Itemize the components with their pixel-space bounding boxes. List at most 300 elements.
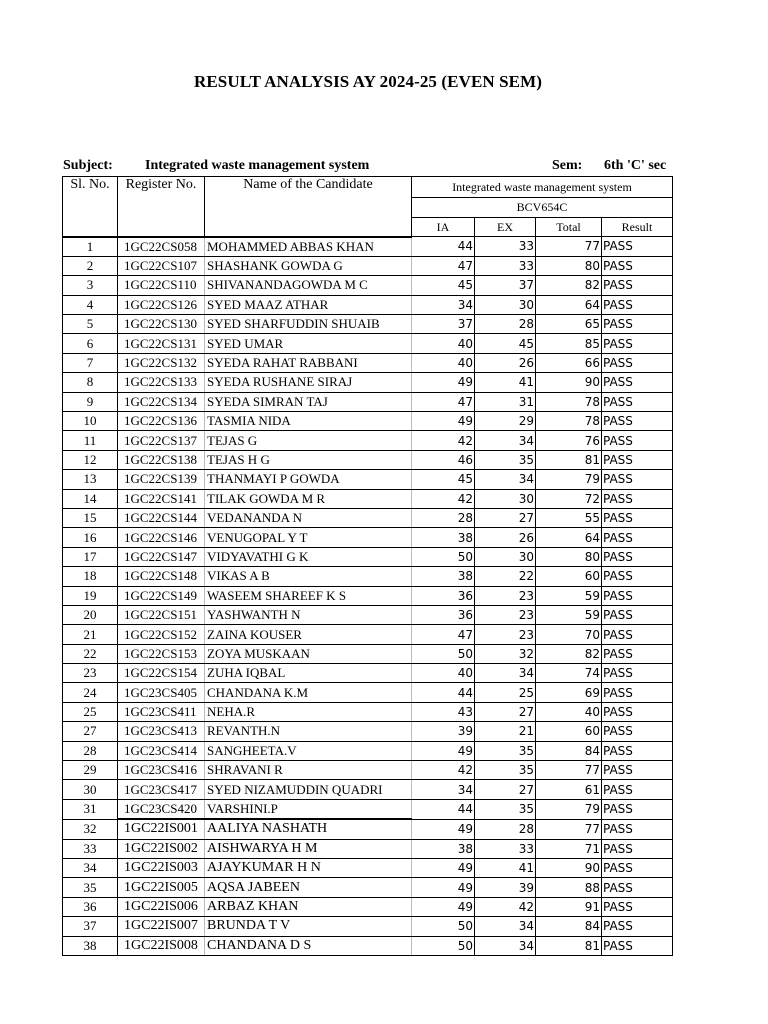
- sl-no-cell: 32: [63, 819, 118, 839]
- header-register-no: Register No.: [118, 177, 205, 237]
- sl-no-cell: 18: [63, 567, 118, 586]
- register-no-cell: 1GC22CS151: [118, 605, 205, 624]
- ex-marks-cell: 33: [475, 839, 536, 858]
- ex-marks-cell: 22: [475, 567, 536, 586]
- register-no-cell: 1GC22CS139: [118, 470, 205, 489]
- candidate-name-cell: NEHA.R: [205, 702, 412, 721]
- candidate-name-cell: TEJAS G: [205, 431, 412, 450]
- result-cell: PASS: [602, 256, 673, 275]
- register-no-cell: 1GC22CS132: [118, 353, 205, 372]
- header-course-code: BCV654C: [412, 198, 673, 218]
- ex-marks-cell: 41: [475, 859, 536, 878]
- sl-no-cell: 36: [63, 897, 118, 916]
- total-marks-cell: 80: [536, 256, 602, 275]
- ex-marks-cell: 30: [475, 547, 536, 566]
- ia-marks-cell: 40: [412, 334, 475, 353]
- candidate-name-cell: SYED UMAR: [205, 334, 412, 353]
- total-marks-cell: 79: [536, 470, 602, 489]
- table-row: [63, 567, 673, 586]
- register-no-cell: 1GC22CS126: [118, 295, 205, 314]
- candidate-name-cell: SYEDA RUSHANE SIRAJ: [205, 373, 412, 392]
- total-marks-cell: 59: [536, 605, 602, 624]
- ia-marks-cell: 50: [412, 547, 475, 566]
- register-no-cell: 1GC23CS414: [118, 741, 205, 760]
- sl-no-cell: 5: [63, 315, 118, 334]
- sl-no-cell: 29: [63, 761, 118, 780]
- table-row: [63, 256, 673, 275]
- ia-marks-cell: 38: [412, 839, 475, 858]
- total-marks-cell: 74: [536, 664, 602, 683]
- table-row: [63, 799, 673, 819]
- candidate-name-cell: MOHAMMED ABBAS KHAN: [205, 237, 412, 257]
- result-cell: PASS: [602, 567, 673, 586]
- total-marks-cell: 64: [536, 528, 602, 547]
- register-no-cell: 1GC23CS411: [118, 702, 205, 721]
- register-no-cell: 1GC22CS107: [118, 256, 205, 275]
- candidate-name-cell: AALIYA NASHATH: [205, 819, 412, 839]
- register-no-cell: 1GC22CS154: [118, 664, 205, 683]
- sl-no-cell: 20: [63, 605, 118, 624]
- ex-marks-cell: 34: [475, 936, 536, 955]
- result-cell: PASS: [602, 295, 673, 314]
- candidate-name-cell: VIKAS A B: [205, 567, 412, 586]
- candidate-name-cell: ZUHA IQBAL: [205, 664, 412, 683]
- table-row: [63, 547, 673, 566]
- total-marks-cell: 69: [536, 683, 602, 702]
- result-cell: PASS: [602, 450, 673, 469]
- result-cell: PASS: [602, 683, 673, 702]
- total-marks-cell: 71: [536, 839, 602, 858]
- candidate-name-cell: CHANDANA K.M: [205, 683, 412, 702]
- table-row: [63, 644, 673, 663]
- ex-marks-cell: 31: [475, 392, 536, 411]
- register-no-cell: 1GC22CS153: [118, 644, 205, 663]
- total-marks-cell: 60: [536, 567, 602, 586]
- result-cell: PASS: [602, 334, 673, 353]
- table-row: [63, 839, 673, 858]
- total-marks-cell: 84: [536, 741, 602, 760]
- register-no-cell: 1GC22CS152: [118, 625, 205, 644]
- result-cell: PASS: [602, 664, 673, 683]
- ia-marks-cell: 49: [412, 819, 475, 839]
- candidate-name-cell: BRUNDA T V: [205, 917, 412, 936]
- result-cell: PASS: [602, 489, 673, 508]
- sl-no-cell: 23: [63, 664, 118, 683]
- total-marks-cell: 77: [536, 237, 602, 257]
- ia-marks-cell: 47: [412, 256, 475, 275]
- total-marks-cell: 77: [536, 819, 602, 839]
- candidate-name-cell: SYED SHARFUDDIN SHUAIB: [205, 315, 412, 334]
- ex-marks-cell: 23: [475, 586, 536, 605]
- sl-no-cell: 17: [63, 547, 118, 566]
- candidate-name-cell: TILAK GOWDA M R: [205, 489, 412, 508]
- result-cell: PASS: [602, 508, 673, 527]
- sl-no-cell: 25: [63, 702, 118, 721]
- ex-marks-cell: 35: [475, 799, 536, 819]
- sl-no-cell: 27: [63, 722, 118, 741]
- page-title: RESULT ANALYSIS AY 2024-25 (EVEN SEM): [193, 72, 543, 91]
- ex-marks-cell: 34: [475, 431, 536, 450]
- register-no-cell: 1GC22IS007: [118, 917, 205, 936]
- total-marks-cell: 72: [536, 489, 602, 508]
- table-row: [63, 431, 673, 450]
- ex-marks-cell: 34: [475, 917, 536, 936]
- sl-no-cell: 4: [63, 295, 118, 314]
- result-cell: PASS: [602, 392, 673, 411]
- ia-marks-cell: 44: [412, 683, 475, 702]
- candidate-name-cell: AISHWARYA H M: [205, 839, 412, 858]
- ia-marks-cell: 50: [412, 644, 475, 663]
- ia-marks-cell: 49: [412, 412, 475, 431]
- sl-no-cell: 38: [63, 936, 118, 955]
- ex-marks-cell: 27: [475, 508, 536, 527]
- ia-marks-cell: 42: [412, 489, 475, 508]
- ex-marks-cell: 26: [475, 353, 536, 372]
- sl-no-cell: 35: [63, 878, 118, 897]
- table-row: [63, 586, 673, 605]
- sl-no-cell: 15: [63, 508, 118, 527]
- candidate-name-cell: YASHWANTH N: [205, 605, 412, 624]
- candidate-name-cell: REVANTH.N: [205, 722, 412, 741]
- header-ex: EX: [475, 218, 536, 237]
- ex-marks-cell: 26: [475, 528, 536, 547]
- table-row: [63, 878, 673, 897]
- total-marks-cell: 65: [536, 315, 602, 334]
- register-no-cell: 1GC22CS134: [118, 392, 205, 411]
- total-marks-cell: 85: [536, 334, 602, 353]
- ia-marks-cell: 38: [412, 567, 475, 586]
- table-row: [63, 528, 673, 547]
- sl-no-cell: 30: [63, 780, 118, 799]
- total-marks-cell: 80: [536, 547, 602, 566]
- total-marks-cell: 64: [536, 295, 602, 314]
- ex-marks-cell: 34: [475, 664, 536, 683]
- result-cell: PASS: [602, 761, 673, 780]
- table-row: [63, 761, 673, 780]
- total-marks-cell: 81: [536, 936, 602, 955]
- ia-marks-cell: 49: [412, 859, 475, 878]
- register-no-cell: 1GC22CS130: [118, 315, 205, 334]
- result-cell: PASS: [602, 412, 673, 431]
- ex-marks-cell: 35: [475, 741, 536, 760]
- total-marks-cell: 82: [536, 276, 602, 295]
- register-no-cell: 1GC22CS138: [118, 450, 205, 469]
- result-table-body: [63, 237, 673, 956]
- ia-marks-cell: 36: [412, 586, 475, 605]
- sl-no-cell: 2: [63, 256, 118, 275]
- register-no-cell: 1GC22CS144: [118, 508, 205, 527]
- sl-no-cell: 34: [63, 859, 118, 878]
- table-row: [63, 508, 673, 527]
- sl-no-cell: 9: [63, 392, 118, 411]
- result-table: [62, 176, 673, 956]
- subject-label: Subject:: [63, 158, 113, 173]
- candidate-name-cell: CHANDANA D S: [205, 936, 412, 955]
- table-row: [63, 392, 673, 411]
- table-row: [63, 237, 673, 257]
- header-result: Result: [602, 218, 673, 237]
- result-cell: PASS: [602, 741, 673, 760]
- result-cell: PASS: [602, 819, 673, 839]
- candidate-name-cell: SYED NIZAMUDDIN QUADRI: [205, 780, 412, 799]
- total-marks-cell: 81: [536, 450, 602, 469]
- ex-marks-cell: 30: [475, 489, 536, 508]
- candidate-name-cell: THANMAYI P GOWDA: [205, 470, 412, 489]
- register-no-cell: 1GC23CS417: [118, 780, 205, 799]
- result-cell: PASS: [602, 722, 673, 741]
- total-marks-cell: 82: [536, 644, 602, 663]
- result-cell: PASS: [602, 470, 673, 489]
- total-marks-cell: 90: [536, 859, 602, 878]
- ex-marks-cell: 23: [475, 625, 536, 644]
- result-cell: PASS: [602, 897, 673, 916]
- ex-marks-cell: 23: [475, 605, 536, 624]
- result-cell: PASS: [602, 780, 673, 799]
- sl-no-cell: 37: [63, 917, 118, 936]
- sl-no-cell: 3: [63, 276, 118, 295]
- sl-no-cell: 16: [63, 528, 118, 547]
- table-row: [63, 702, 673, 721]
- table-row: [63, 819, 673, 839]
- table-row: [63, 722, 673, 741]
- ia-marks-cell: 49: [412, 373, 475, 392]
- sl-no-cell: 12: [63, 450, 118, 469]
- ex-marks-cell: 27: [475, 780, 536, 799]
- table-row: [63, 489, 673, 508]
- table-row: [63, 450, 673, 469]
- candidate-name-cell: ARBAZ KHAN: [205, 897, 412, 916]
- header-candidate-name: Name of the Candidate: [205, 177, 412, 237]
- register-no-cell: 1GC22IS001: [118, 819, 205, 839]
- ia-marks-cell: 49: [412, 897, 475, 916]
- result-cell: PASS: [602, 431, 673, 450]
- ia-marks-cell: 43: [412, 702, 475, 721]
- sl-no-cell: 7: [63, 353, 118, 372]
- total-marks-cell: 78: [536, 412, 602, 431]
- result-cell: PASS: [602, 839, 673, 858]
- total-marks-cell: 61: [536, 780, 602, 799]
- candidate-name-cell: SYED MAAZ ATHAR: [205, 295, 412, 314]
- result-cell: PASS: [602, 276, 673, 295]
- result-cell: PASS: [602, 936, 673, 955]
- subject-row: [63, 158, 673, 176]
- sl-no-cell: 10: [63, 412, 118, 431]
- sl-no-cell: 28: [63, 741, 118, 760]
- ia-marks-cell: 40: [412, 353, 475, 372]
- header-course-name: Integrated waste management system: [412, 177, 673, 198]
- result-cell: PASS: [602, 644, 673, 663]
- ia-marks-cell: 44: [412, 237, 475, 257]
- ia-marks-cell: 40: [412, 664, 475, 683]
- sl-no-cell: 6: [63, 334, 118, 353]
- register-no-cell: 1GC22IS008: [118, 936, 205, 955]
- register-no-cell: 1GC22IS006: [118, 897, 205, 916]
- ia-marks-cell: 42: [412, 761, 475, 780]
- result-cell: PASS: [602, 605, 673, 624]
- table-row: [63, 625, 673, 644]
- table-row: [63, 470, 673, 489]
- candidate-name-cell: AQSA JABEEN: [205, 878, 412, 897]
- total-marks-cell: 40: [536, 702, 602, 721]
- result-cell: PASS: [602, 353, 673, 372]
- ia-marks-cell: 49: [412, 878, 475, 897]
- ia-marks-cell: 36: [412, 605, 475, 624]
- ia-marks-cell: 44: [412, 799, 475, 819]
- total-marks-cell: 77: [536, 761, 602, 780]
- sl-no-cell: 21: [63, 625, 118, 644]
- result-cell: PASS: [602, 528, 673, 547]
- register-no-cell: 1GC22CS149: [118, 586, 205, 605]
- register-no-cell: 1GC23CS413: [118, 722, 205, 741]
- ex-marks-cell: 33: [475, 237, 536, 257]
- total-marks-cell: 79: [536, 799, 602, 819]
- sl-no-cell: 13: [63, 470, 118, 489]
- ia-marks-cell: 34: [412, 780, 475, 799]
- candidate-name-cell: ZAINA KOUSER: [205, 625, 412, 644]
- sl-no-cell: 31: [63, 799, 118, 819]
- candidate-name-cell: VARSHINI.P: [205, 799, 412, 819]
- ia-marks-cell: 50: [412, 917, 475, 936]
- table-row: [63, 315, 673, 334]
- ia-marks-cell: 45: [412, 276, 475, 295]
- sl-no-cell: 8: [63, 373, 118, 392]
- result-cell: PASS: [602, 373, 673, 392]
- total-marks-cell: 84: [536, 917, 602, 936]
- register-no-cell: 1GC22CS141: [118, 489, 205, 508]
- sl-no-cell: 11: [63, 431, 118, 450]
- register-no-cell: 1GC23CS405: [118, 683, 205, 702]
- total-marks-cell: 59: [536, 586, 602, 605]
- result-cell: PASS: [602, 586, 673, 605]
- result-cell: PASS: [602, 859, 673, 878]
- register-no-cell: 1GC22CS110: [118, 276, 205, 295]
- sem-label: Sem:: [552, 158, 583, 173]
- ia-marks-cell: 39: [412, 722, 475, 741]
- ex-marks-cell: 27: [475, 702, 536, 721]
- table-row: [63, 859, 673, 878]
- table-row: [63, 741, 673, 760]
- ex-marks-cell: 29: [475, 412, 536, 431]
- ia-marks-cell: 50: [412, 936, 475, 955]
- total-marks-cell: 55: [536, 508, 602, 527]
- ex-marks-cell: 35: [475, 761, 536, 780]
- ex-marks-cell: 34: [475, 470, 536, 489]
- sl-no-cell: 1: [63, 237, 118, 257]
- total-marks-cell: 60: [536, 722, 602, 741]
- register-no-cell: 1GC22CS136: [118, 412, 205, 431]
- sl-no-cell: 33: [63, 839, 118, 858]
- register-no-cell: 1GC22CS133: [118, 373, 205, 392]
- candidate-name-cell: ZOYA MUSKAAN: [205, 644, 412, 663]
- register-no-cell: 1GC22CS148: [118, 567, 205, 586]
- sl-no-cell: 19: [63, 586, 118, 605]
- candidate-name-cell: SYEDA RAHAT RABBANI: [205, 353, 412, 372]
- ia-marks-cell: 38: [412, 528, 475, 547]
- ia-marks-cell: 49: [412, 741, 475, 760]
- table-row: [63, 605, 673, 624]
- register-no-cell: 1GC22IS003: [118, 859, 205, 878]
- ia-marks-cell: 34: [412, 295, 475, 314]
- table-row: [63, 412, 673, 431]
- table-row: [63, 936, 673, 955]
- ex-marks-cell: 28: [475, 315, 536, 334]
- result-cell: PASS: [602, 702, 673, 721]
- ex-marks-cell: 45: [475, 334, 536, 353]
- subject-value: Integrated waste management system: [145, 158, 370, 173]
- result-cell: PASS: [602, 315, 673, 334]
- register-no-cell: 1GC23CS416: [118, 761, 205, 780]
- candidate-name-cell: VEDANANDA N: [205, 508, 412, 527]
- result-cell: PASS: [602, 547, 673, 566]
- ex-marks-cell: 42: [475, 897, 536, 916]
- candidate-name-cell: TASMIA NIDA: [205, 412, 412, 431]
- result-cell: PASS: [602, 625, 673, 644]
- ex-marks-cell: 33: [475, 256, 536, 275]
- ex-marks-cell: 41: [475, 373, 536, 392]
- ex-marks-cell: 35: [475, 450, 536, 469]
- candidate-name-cell: SYEDA SIMRAN TAJ: [205, 392, 412, 411]
- candidate-name-cell: WASEEM SHAREEF K S: [205, 586, 412, 605]
- ia-marks-cell: 42: [412, 431, 475, 450]
- candidate-name-cell: SANGHEETA.V: [205, 741, 412, 760]
- table-row: [63, 897, 673, 916]
- total-marks-cell: 76: [536, 431, 602, 450]
- table-row: [63, 373, 673, 392]
- total-marks-cell: 90: [536, 373, 602, 392]
- total-marks-cell: 88: [536, 878, 602, 897]
- register-no-cell: 1GC23CS420: [118, 799, 205, 819]
- ex-marks-cell: 32: [475, 644, 536, 663]
- register-no-cell: 1GC22CS147: [118, 547, 205, 566]
- candidate-name-cell: SHASHANK GOWDA G: [205, 256, 412, 275]
- result-cell: PASS: [602, 917, 673, 936]
- candidate-name-cell: SHRAVANI R: [205, 761, 412, 780]
- ex-marks-cell: 39: [475, 878, 536, 897]
- header-total: Total: [536, 218, 602, 237]
- register-no-cell: 1GC22IS005: [118, 878, 205, 897]
- ia-marks-cell: 47: [412, 392, 475, 411]
- table-row: [63, 917, 673, 936]
- sl-no-cell: 24: [63, 683, 118, 702]
- total-marks-cell: 91: [536, 897, 602, 916]
- table-row: [63, 780, 673, 799]
- ia-marks-cell: 37: [412, 315, 475, 334]
- ia-marks-cell: 28: [412, 508, 475, 527]
- candidate-name-cell: AJAYKUMAR H N: [205, 859, 412, 878]
- table-row: [63, 276, 673, 295]
- table-row: [63, 353, 673, 372]
- candidate-name-cell: VIDYAVATHI G K: [205, 547, 412, 566]
- ex-marks-cell: 25: [475, 683, 536, 702]
- register-no-cell: 1GC22CS146: [118, 528, 205, 547]
- sl-no-cell: 22: [63, 644, 118, 663]
- sem-value: 6th 'C' sec: [604, 158, 667, 173]
- table-row: [63, 664, 673, 683]
- sl-no-cell: 14: [63, 489, 118, 508]
- register-no-cell: 1GC22IS002: [118, 839, 205, 858]
- ex-marks-cell: 30: [475, 295, 536, 314]
- ia-marks-cell: 47: [412, 625, 475, 644]
- total-marks-cell: 78: [536, 392, 602, 411]
- table-row: [63, 295, 673, 314]
- ex-marks-cell: 28: [475, 819, 536, 839]
- result-cell: PASS: [602, 878, 673, 897]
- header-sl-no: Sl. No.: [63, 177, 118, 237]
- ex-marks-cell: 21: [475, 722, 536, 741]
- total-marks-cell: 70: [536, 625, 602, 644]
- ia-marks-cell: 45: [412, 470, 475, 489]
- register-no-cell: 1GC22CS131: [118, 334, 205, 353]
